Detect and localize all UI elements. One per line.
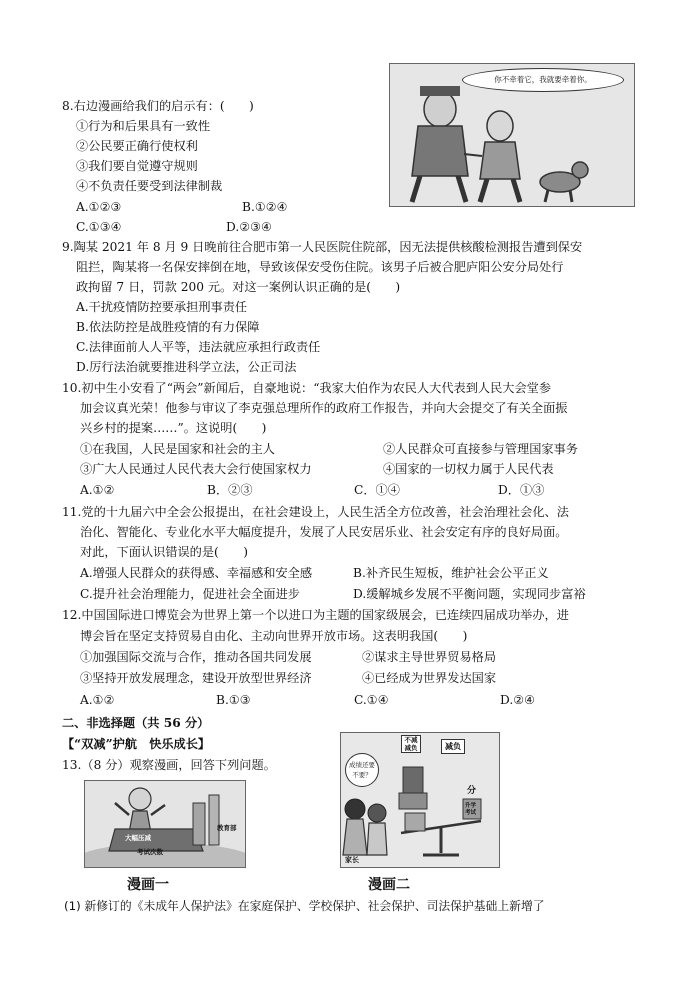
q8-item-3: ③我们要自觉遵守规则 [76,159,198,173]
cartoon-one [84,780,246,868]
q12-item-3: ③坚持开放发展理念，建设开放型世界经济 [80,671,312,685]
q11-line-3: 对此，下面认识错误的是( ) [80,545,248,559]
cartoon-two-caption: 漫画二 [368,877,410,893]
section2-theme: 【“双减”护航 快乐成长】 [62,737,211,751]
q9-option-c: C.法律面前人人平等，违法就应承担行政责任 [76,340,321,354]
cartoon-one-caption: 漫画一 [127,877,169,893]
q13-part-1: (1) 新修订的《未成年人保护法》在家庭保护、学校保护、社会保护、司法保护基础上新增了 [64,899,545,913]
q10-option-d: D．①③ [498,483,545,497]
q8-option-c: C.①③④ [76,220,122,234]
q10-option-c: C．①④ [354,483,400,497]
q9-option-a: A.干扰疫情防控要承担刑事责任 [76,300,248,314]
q8-option-a: A.①②③ [76,200,122,214]
q11-option-b: B.补齐民生短板，维护社会公平正义 [353,566,549,580]
q12-option-a: A.①② [80,693,115,707]
q10-item-2: ②人民群众可直接参与管理国家事务 [383,442,578,456]
cartoon-one-tag-2: 考试次数 [137,848,163,856]
q8-option-b: B.①②④ [242,200,288,214]
cartoon-two-tag-3: 分 [467,786,477,796]
q10-line-2: 加会议真光荣！他参与审议了李克强总理所作的政府工作报告，并向大会提交了有关全面振 [80,401,568,415]
cartoon-two-tag-2: 减负 [441,739,465,754]
cartoon-two-tag-1: 不减减负 [401,735,421,753]
q12-line-1: 12.中国国际进口博览会为世界上第一个以进口为主题的国家级展会，已连续四届成功举办，进 [62,608,569,622]
cartoon-two [340,732,500,868]
q12-line-2: 博会旨在坚定支持贸易自由化、主动向世界开放市场。这表明我国( ) [80,629,468,643]
q10-option-b: B．②③ [207,483,253,497]
q12-item-4: ④已经成为世界发达国家 [362,671,497,685]
q11-option-d: D.缓解城乡发展不平衡问题，实现同步富裕 [353,587,586,601]
cartoon-two-tag-5: 家长 [345,855,359,864]
q9-line-1: 9.陶某 2021 年 8 月 9 日晚前往合肥市第一人民医院住院部，因无法提供核酸检测报告遭到保安 [62,240,583,254]
cartoon-one-tag-1: 大幅压减 [125,834,151,842]
q11-line-2: 治化、智能化、专业化水平大幅度提升，发展了人民安居乐业、社会安定有序的良好局面。 [80,525,568,539]
cartoon-one-tag-3: 教育部 [217,824,237,832]
q8-item-1: ①行为和后果具有一致性 [76,119,211,133]
q8-cartoon-bubble: 你不牵着它，我就要牵着你。 [462,68,624,92]
q10-item-1: ①在我国，人民是国家和社会的主人 [80,442,275,456]
q9-line-3: 政拘留 7 日，罚款 200 元。对这一案例认识正确的是( ) [76,280,401,294]
q9-line-2: 阻拦，陶某将一名保安摔倒在地，导致该保安受伤住院。该男子后被合肥庐阳公安分局处行 [76,260,564,274]
q8-item-2: ②公民要正确行使权利 [76,139,198,153]
q11-option-a: A.增强人民群众的获得感、幸福感和安全感 [80,566,313,580]
q10-option-a: A.①② [80,483,115,497]
q10-item-3: ③广大人民通过人民代表大会行使国家权力 [80,462,312,476]
q12-option-b: B.①③ [216,693,251,707]
q13-stem: 13.（8 分）观察漫画，回答下列问题。 [62,758,276,772]
q11-option-c: C.提升社会治理能力，促进社会全面进步 [80,587,300,601]
cartoon-two-bubble: 成绩还要不要？ [345,753,379,787]
q8-stem: 8.右边漫画给我们的启示有：( ) [62,99,254,113]
q8-option-d: D.②③④ [226,220,272,234]
cartoon-two-tag-4: 升学考试 [465,803,477,816]
q8-item-4: ④不负责任要受到法律制裁 [76,179,223,193]
q10-line-3: 兴乡村的提案……”。这说明( ) [80,421,267,435]
q12-item-1: ①加强国际交流与合作，推动各国共同发展 [80,650,312,664]
q12-item-2: ②谋求主导世界贸易格局 [362,650,497,664]
q8-cartoon [389,63,635,207]
q10-line-1: 10.初中生小安看了“两会”新闻后，自豪地说：“我家大伯作为农民人大代表到人民大会堂参 [62,381,552,395]
q9-option-b: B.依法防控是战胜疫情的有力保障 [76,320,260,334]
q9-option-d: D.厉行法治就要推进科学立法，公正司法 [76,360,297,374]
q12-option-c: C.①④ [354,693,389,707]
q12-option-d: D.②④ [500,693,536,707]
section2-title: 二、非选择题（共 56 分） [62,716,210,730]
q10-item-4: ④国家的一切权力属于人民代表 [383,462,554,476]
q11-line-1: 11.党的十九届六中全会公报提出，在社会建设上，人民生活全方位改善，社会治理社会化、法 [62,505,569,519]
